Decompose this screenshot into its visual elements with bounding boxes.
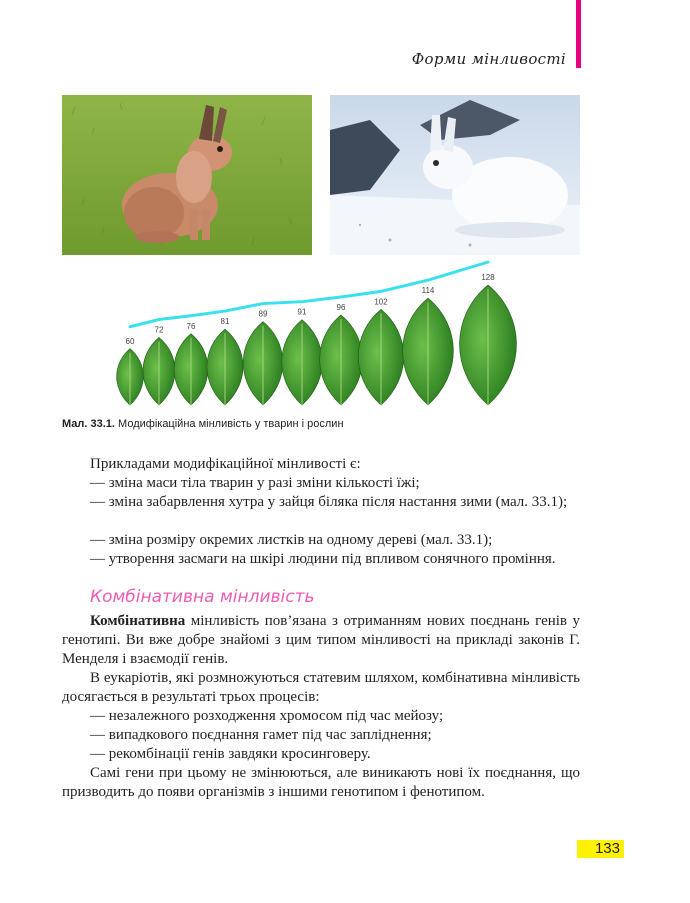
intro-paragraph: Прикладами модифікаційної мінливості є: (90, 456, 361, 472)
page-number: 133 (577, 840, 624, 858)
list1-item-2: — зміна забарвлення хутра у зайця біляка після настання зими (мал. 33.1); (90, 494, 568, 510)
list1-item-3: — зміна розміру окремих листків на одному дереві (мал. 33.1); (90, 532, 493, 548)
brown-hare-photo (62, 95, 312, 255)
leaf-value-label: 81 (220, 317, 230, 327)
list1-item-1: — зміна маси тіла тварин у разі зміни кількості їжі; (90, 475, 420, 491)
leaf-value-label: 76 (186, 321, 196, 331)
caption-text: Модифікаційна мінливість у тварин і рослин (114, 418, 344, 430)
running-head: Форми мінливості (411, 50, 566, 68)
leaf-value-label: 102 (374, 297, 388, 307)
header-accent-bar (576, 0, 581, 68)
leaf-size-figure (110, 255, 530, 410)
paragraph-combinative-text: мінливість пов’язана з отриманням нових поєднань генів у генотипі. Ви вже добре знайомі з цим типом мінливості на прикладі законів Г. Менделя і взаємодії генів. (62, 613, 580, 667)
leaf-value-label: 60 (125, 336, 135, 346)
leaf-value-label: 128 (481, 273, 495, 282)
list2-item-3: — рекомбінації генів завдяки кросинговеру. (90, 746, 371, 762)
list2-item-1: — незалежного розходження хромосом під час мейозу; (90, 708, 444, 724)
leaf-value-label: 96 (336, 303, 346, 312)
list1-item-4: — утворення засмаги на шкірі людини під впливом сонячного проміння. (90, 551, 556, 567)
leaf-value-label: 72 (154, 325, 164, 335)
list2-item-2: — випадкового поєднання гамет під час запліднення; (90, 727, 432, 743)
paragraph-eukaryotes: В еукаріотів, які розмножуються статевим шляхом, комбінативна мінливість досягається в результаті трьох процесів: (62, 670, 580, 705)
paragraph-conclusion: Самі гени при цьому не змінюються, але виникають нові їх поєднання, що призводить до появи організмів з іншими генотипом і фенотипом. (62, 765, 580, 800)
figure-caption (62, 418, 344, 430)
caption-label: Мал. 33.1. (62, 418, 115, 430)
leaf-value-label: 114 (421, 286, 435, 296)
leaves-group (117, 273, 517, 405)
leaf-value-label: 91 (297, 307, 307, 317)
term-bold: Комбінативна (90, 613, 186, 629)
section-title: Комбінативна мінливість (90, 587, 315, 607)
white-hare-photo (330, 95, 580, 255)
leaf-value-label: 89 (258, 309, 268, 319)
paragraph-combinative (62, 612, 580, 669)
